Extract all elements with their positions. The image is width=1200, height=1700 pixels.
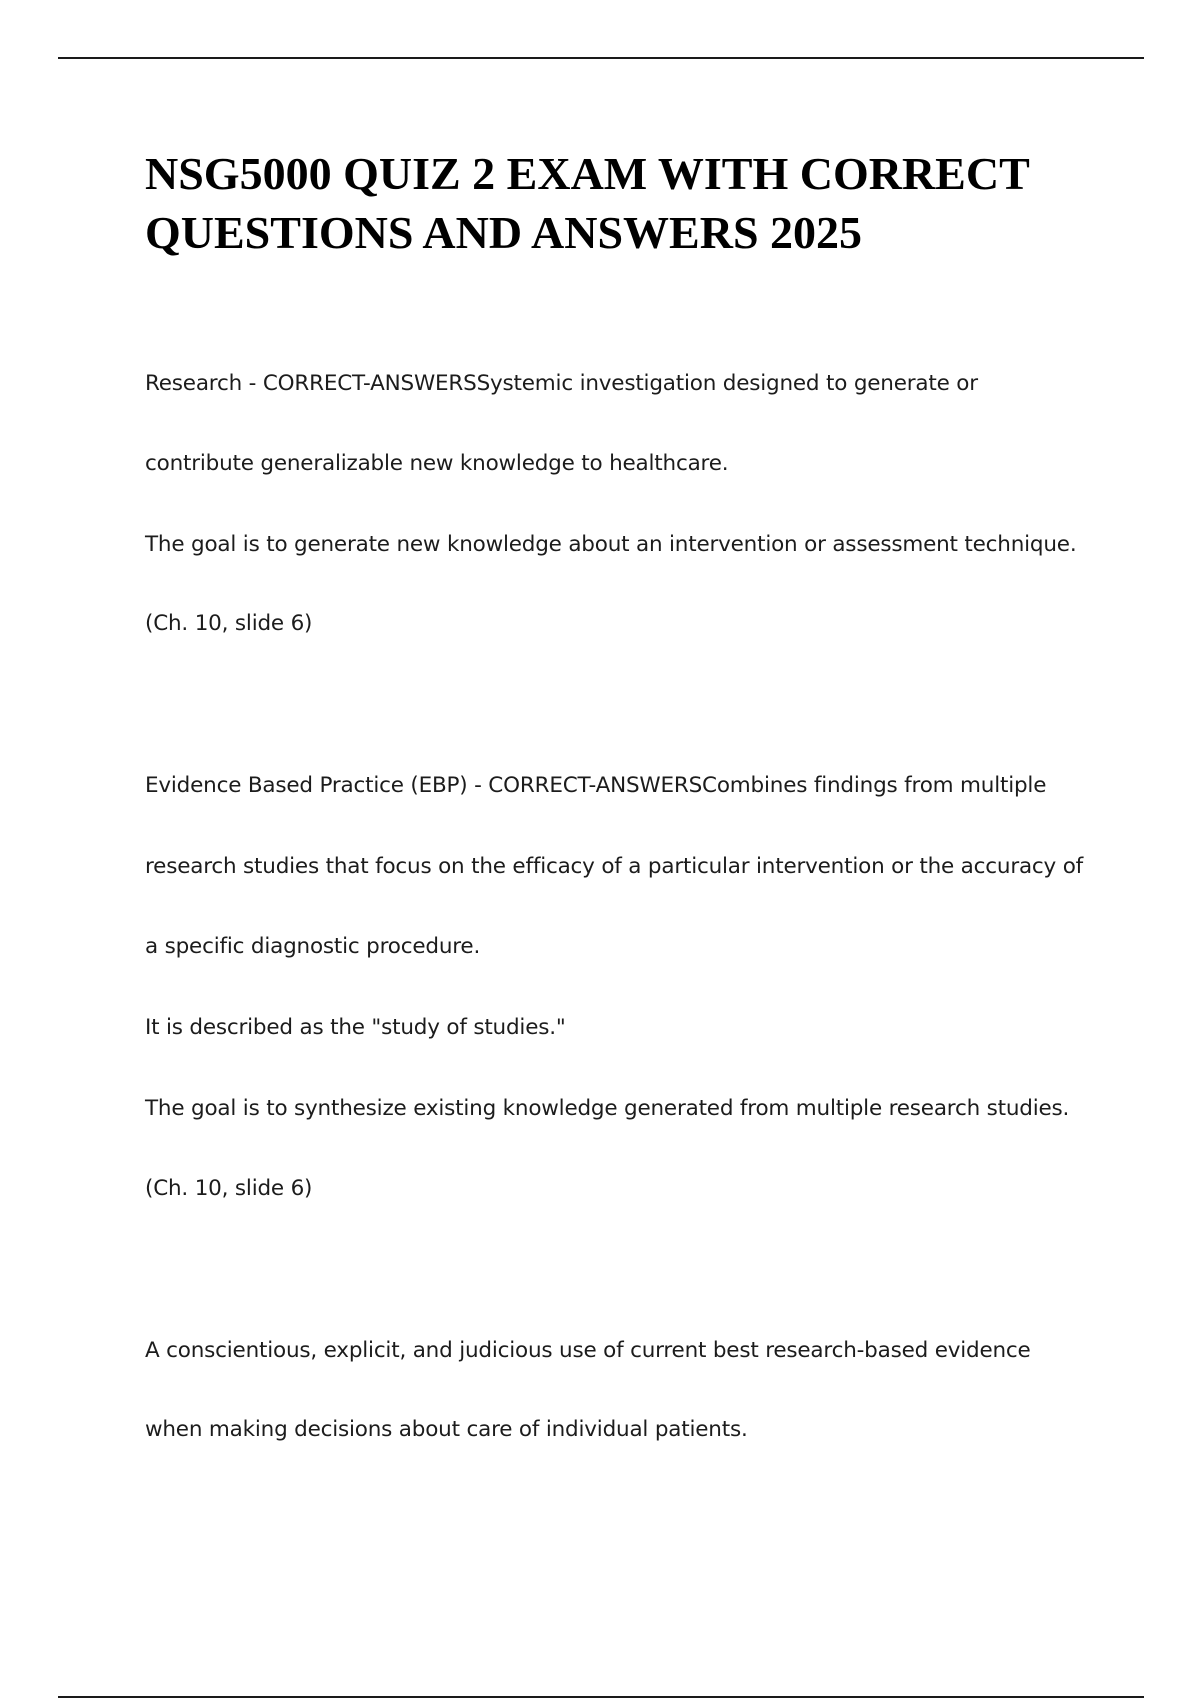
ebp-definition-line-1: Evidence Based Practice (EBP) - CORRECT-ANSWERSCombines findings from multiple bbox=[145, 773, 1047, 798]
research-goal-line: The goal is to generate new knowledge about an intervention or assessment technique. bbox=[145, 532, 1077, 557]
ebp-goal-line: The goal is to synthesize existing knowledge generated from multiple research studies. bbox=[145, 1096, 1070, 1121]
ebp-definition-line-2: research studies that focus on the efficacy of a particular intervention or the accuracy of bbox=[145, 854, 1084, 879]
ebp-alt-definition-line-2: when making decisions about care of individual patients. bbox=[145, 1417, 748, 1442]
bottom-rule bbox=[58, 1696, 1144, 1698]
ebp-definition-line-3: a specific diagnostic procedure. bbox=[145, 934, 481, 959]
ebp-description-line: It is described as the "study of studies." bbox=[145, 1015, 566, 1040]
research-citation: (Ch. 10, slide 6) bbox=[145, 611, 313, 636]
research-definition-line-2: contribute generalizable new knowledge to healthcare. bbox=[145, 451, 729, 476]
title-line-1: NSG5000 QUIZ 2 EXAM WITH CORRECT bbox=[145, 148, 1030, 199]
top-rule bbox=[58, 57, 1144, 59]
title-line-2: QUESTIONS AND ANSWERS 2025 bbox=[145, 207, 863, 258]
ebp-alt-definition-line-1: A conscientious, explicit, and judicious use of current best research-based evidence bbox=[145, 1338, 1031, 1363]
ebp-citation: (Ch. 10, slide 6) bbox=[145, 1176, 313, 1201]
research-definition-line-1: Research - CORRECT-ANSWERSSystemic investigation designed to generate or bbox=[145, 371, 978, 396]
document-title bbox=[145, 144, 1105, 262]
